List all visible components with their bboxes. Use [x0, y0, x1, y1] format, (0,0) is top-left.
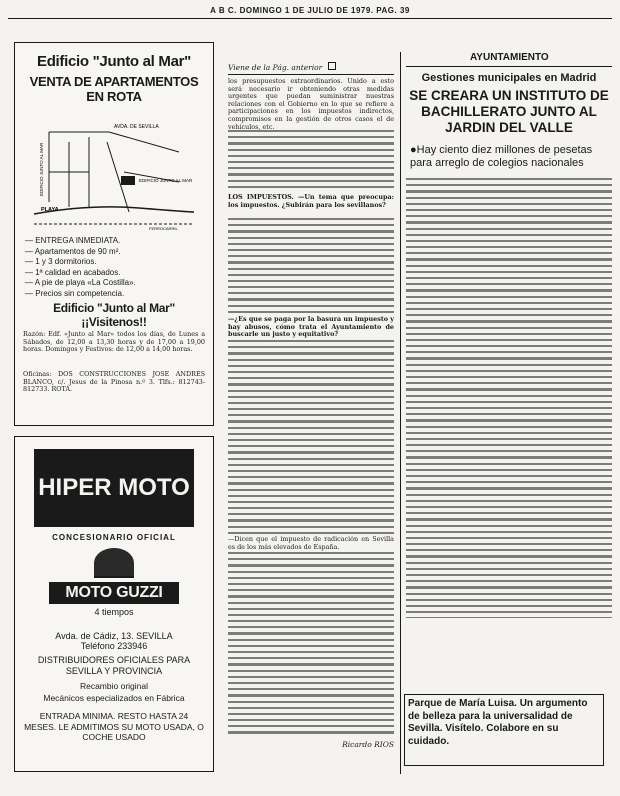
location-map: [29, 112, 199, 232]
apartments-info: Razón: Edf. «Junto al Mar» todos los días, de Lunes a Sábados, de 12,00 a 13,30 horas y de 17,00 a 19,00 horas. Domingos y Festivos: de 12,00 a 14,00 horas.: [23, 331, 205, 354]
model-sub: 4 tiempos: [94, 607, 134, 617]
continued-label: Viene de la Pág. anterior: [228, 62, 394, 75]
section-rule: [406, 66, 612, 67]
hiper-moto-logo: [34, 449, 194, 527]
feature-item: — A pie de playa «La Costilla».: [25, 278, 136, 287]
article-subtitle: ● Hay ciento diez millones de pesetas para arreglo de colegios nacionales: [406, 144, 612, 170]
apartments-ad-title: Edificio "Junto al Mar": [36, 53, 191, 70]
apartments-visit-sub: ¡¡Visitenos!!: [81, 315, 147, 329]
feature-item: — 1 y 3 dormitorios.: [25, 257, 97, 266]
article-kicker: Gestiones municipales en Madrid: [421, 72, 597, 84]
map-top-street: AVDA. DE SEVILLA: [114, 124, 159, 130]
apartments-ad: [14, 42, 214, 426]
square-icon: [328, 62, 336, 70]
article-column: [406, 72, 612, 632]
question-taxes: LOS IMPUESTOS. —Un tema que preocupa: los impuestos. ¿Subirán para los sevillanos?: [228, 194, 394, 209]
building-marker: [121, 176, 135, 185]
map-street-left: EDIFICIO JUNTO AL MAR: [39, 142, 44, 196]
map-rail-label: FERROCARRIL: [149, 226, 178, 231]
feature-item: — ENTREGA INMEDIATA.: [25, 236, 121, 245]
article-title: SE CREARA UN INSTITUTO DE BACHILLERATO JUNTO AL JARDIN DEL VALLE: [409, 88, 609, 135]
body-text: [228, 130, 394, 194]
apartments-offices: Oficinas: DOS CONSTRUCCIONES JOSE ANDRES BLANCO, c/. Jesus de la Pinosa n.º 3. Tlfs.: 812743-812733. ROTA.: [23, 371, 205, 394]
body-text: [228, 218, 394, 316]
address: Avda. de Cádiz, 13. SEVILLA: [55, 631, 173, 641]
first-paragraph: los presupuestos extraordinarios. Unido a esto será necesario ir obteniendo otras medidas urgentes que puedan suministrar nuestras relaciones con el Gobierno en lo que se refiere a participaciones en los impuestos indirectos, compromisos en la gestión de otros casos el de vehículos, etc.: [228, 78, 394, 130]
dealer-label: CONCESIONARIO OFICIAL: [52, 533, 176, 542]
page-header: A B C. DOMINGO 1 DE JULIO DE 1979. PAG. 39: [210, 6, 410, 15]
body-text: [228, 340, 394, 536]
middle-column: [228, 62, 394, 774]
column-divider: [400, 52, 401, 774]
park-box-text: Parque de María Luisa. Un argumento de belleza para la universalidad de Sevilla. Visítelo. Colabore en su cuidado.: [408, 698, 588, 747]
signature: Ricardo RIOS: [342, 740, 394, 749]
moto-ad: [14, 436, 214, 772]
feature-item: — Apartamentos de 90 m².: [25, 246, 121, 256]
bullet-icon: [410, 144, 417, 156]
question-radication: —Dicen que el impuesto de radicación en Sevilla es de los más elevados de España.: [228, 536, 394, 551]
apartments-features: [25, 236, 213, 299]
map-building-label: EDIFICIO JUNTO AL MAR: [139, 178, 193, 183]
brand-text: HIPER MOTO: [38, 474, 190, 501]
question-garbage: —¿Es que se paga por la basura un impuesto y hay abusos, cómo trata el Ayuntamiento de buscarle un justo y equitativo?: [228, 316, 394, 339]
article-body: [406, 178, 612, 618]
feature-item: — Precios sin competencia.: [25, 288, 125, 298]
header-rule: [8, 18, 612, 19]
sale-terms: ENTRADA MINIMA. RESTO HASTA 24 MESES. LE ADMITIMOS SU MOTO USADA, O COCHE USADO: [24, 711, 204, 742]
eagle-icon: [94, 548, 134, 578]
spare-parts: Recambio original: [79, 681, 149, 691]
distributors: DISTRIBUIDORES OFICIALES PARA SEVILLA Y PROVINCIA: [37, 655, 191, 676]
park-box-ad: [404, 694, 604, 766]
feature-item: — 1ª calidad en acabados.: [25, 267, 121, 277]
section-label: AYUNTAMIENTO: [470, 52, 549, 63]
body-text: [228, 552, 394, 736]
apartments-visit-title: Edificio "Junto al Mar": [53, 301, 175, 315]
phone: Teléfono 233946: [80, 641, 148, 651]
map-beach-label: PLAYA: [41, 207, 59, 213]
apartments-ad-subtitle: VENTA DE APARTAMENTOS EN ROTA: [29, 74, 199, 104]
moto-guzzi-logo: MOTO GUZZI: [49, 582, 179, 604]
mechanics: Mecánicos especializados en Fábrica: [43, 693, 185, 703]
